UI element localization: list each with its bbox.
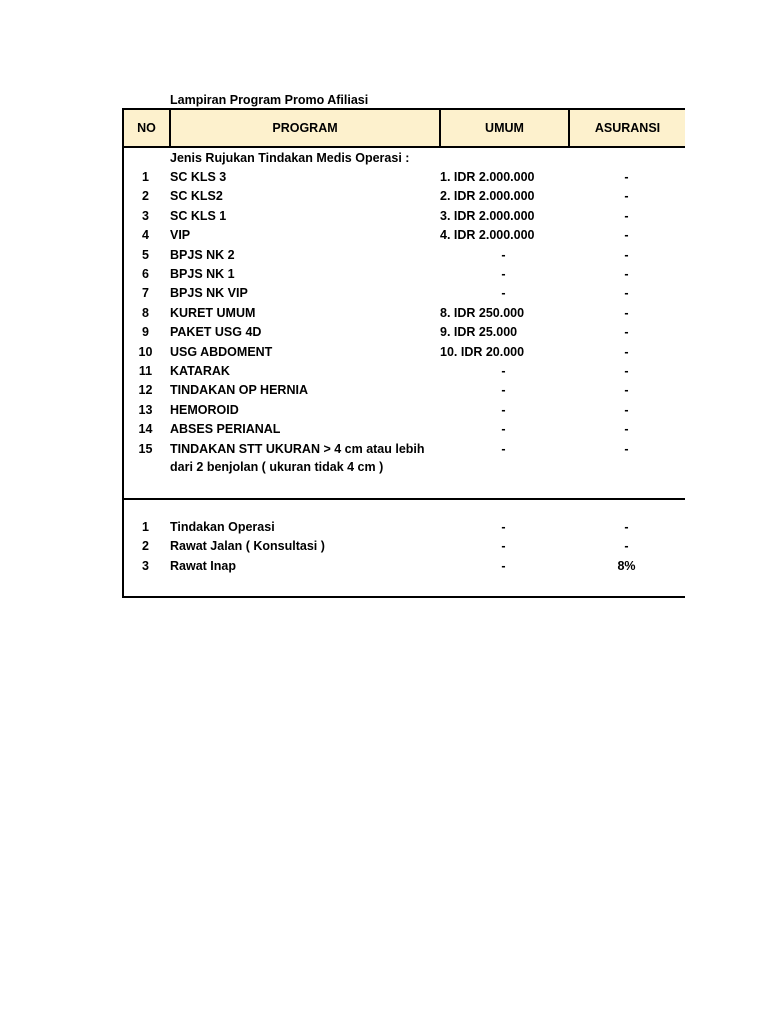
cell-umum: - (501, 422, 506, 437)
cell-umum: - (501, 364, 506, 378)
cell-no: 14 (138, 422, 153, 437)
cell-no: 7 (142, 286, 149, 301)
cell-program: BPJS NK 2 (170, 247, 235, 262)
cell-umum: - (501, 267, 506, 281)
page-caption: Lampiran Program Promo Afiliasi (170, 93, 369, 107)
cell-no: 1 (142, 170, 149, 184)
cell-asuransi: - (624, 286, 629, 301)
table-row (122, 420, 685, 439)
cell-umum: 9. IDR 25.000 (440, 325, 518, 340)
cell-asuransi: - (624, 189, 629, 204)
table-row (122, 226, 685, 245)
cell-asuransi: - (624, 170, 629, 184)
table-row (122, 440, 685, 459)
header-asuransi: ASURANSI (568, 110, 685, 146)
section-title: Jenis Rujukan Tindakan Medis Operasi : (170, 151, 410, 165)
row-15-continuation-text: dari 2 benjolan ( ukuran tidak 4 cm ) (170, 460, 384, 474)
cell-no: 3 (142, 208, 149, 223)
table-row (122, 207, 685, 226)
cell-asuransi: - (624, 267, 629, 281)
cell-program: ABSES PERIANAL (170, 422, 281, 437)
cell-program: VIP (170, 228, 191, 243)
cell-asuransi: - (624, 383, 629, 398)
section-divider (122, 498, 685, 500)
cell-no: 3 (142, 558, 149, 573)
table-row (122, 401, 685, 420)
cell-program: Tindakan Operasi (170, 520, 275, 534)
cell-no: 13 (138, 402, 153, 417)
cell-umum: - (501, 539, 506, 554)
cell-program: USG ABDOMENT (170, 344, 273, 359)
header-umum: UMUM (439, 110, 568, 146)
table-row (122, 284, 685, 303)
promo-table (122, 108, 685, 598)
cell-umum: - (501, 383, 506, 398)
cell-asuransi: - (624, 364, 629, 378)
table-bottom-border (122, 596, 685, 598)
table-row (122, 362, 685, 381)
cell-asuransi: - (624, 422, 629, 437)
cell-asuransi: - (624, 402, 629, 417)
table-row (122, 323, 685, 342)
cell-program: KATARAK (170, 364, 230, 378)
section-title-row (122, 149, 685, 168)
table-row (122, 265, 685, 284)
cell-no: 11 (138, 364, 153, 378)
cell-umum: - (501, 520, 506, 534)
cell-no: 2 (142, 539, 149, 554)
cell-umum: 8. IDR 250.000 (440, 305, 525, 320)
table-row (122, 343, 685, 362)
cell-program: SC KLS 3 (170, 170, 227, 184)
cell-umum: - (501, 247, 506, 262)
table-row (122, 518, 685, 537)
cell-program: SC KLS2 (170, 189, 223, 204)
table-row (122, 537, 685, 556)
cell-asuransi: - (624, 305, 629, 320)
cell-program: PAKET USG 4D (170, 325, 262, 340)
cell-no: 9 (142, 325, 149, 340)
cell-umum: 4. IDR 2.000.000 (440, 228, 535, 243)
cell-umum: 3. IDR 2.000.000 (440, 208, 535, 223)
cell-umum: - (501, 558, 506, 573)
table-row (122, 557, 685, 576)
cell-umum: - (501, 402, 506, 417)
table-header (122, 108, 685, 148)
cell-asuransi: - (624, 539, 629, 554)
cell-no: 4 (142, 228, 149, 243)
cell-asuransi: - (624, 441, 629, 456)
cell-asuransi: 8% (617, 558, 636, 573)
cell-no: 8 (142, 305, 149, 320)
cell-no: 15 (138, 441, 153, 456)
table-row (122, 304, 685, 323)
cell-program: HEMOROID (170, 402, 239, 417)
cell-umum: 1. IDR 2.000.000 (440, 170, 535, 184)
header-program: PROGRAM (169, 110, 439, 146)
cell-no: 10 (138, 344, 153, 359)
cell-no: 6 (142, 267, 149, 281)
cell-asuransi: - (624, 208, 629, 223)
table-row (122, 187, 685, 206)
cell-asuransi: - (624, 228, 629, 243)
cell-asuransi: - (624, 247, 629, 262)
cell-umum: - (501, 286, 506, 301)
cell-no: 12 (138, 383, 153, 398)
cell-no: 1 (142, 520, 149, 534)
cell-program: BPJS NK 1 (170, 267, 235, 281)
cell-program: TINDAKAN STT UKURAN > 4 cm atau lebih (170, 441, 425, 456)
cell-program: Rawat Inap (170, 558, 236, 573)
cell-program: TINDAKAN OP HERNIA (170, 383, 308, 398)
table-row (122, 246, 685, 265)
cell-no: 5 (142, 247, 149, 262)
cell-program: SC KLS 1 (170, 208, 227, 223)
cell-program: Rawat Jalan ( Konsultasi ) (170, 539, 325, 554)
cell-asuransi: - (624, 520, 629, 534)
cell-asuransi: - (624, 325, 629, 340)
cell-program: BPJS NK VIP (170, 286, 248, 301)
cell-umum: 2. IDR 2.000.000 (440, 189, 535, 204)
cell-umum: 10. IDR 20.000 (440, 344, 525, 359)
cell-asuransi: - (624, 344, 629, 359)
cell-program: KURET UMUM (170, 305, 256, 320)
cell-umum: - (501, 441, 506, 456)
cell-no: 2 (142, 189, 149, 204)
table-row (122, 381, 685, 400)
table-row (122, 168, 685, 187)
header-no: NO (122, 110, 169, 146)
row-15-continuation (122, 458, 685, 477)
